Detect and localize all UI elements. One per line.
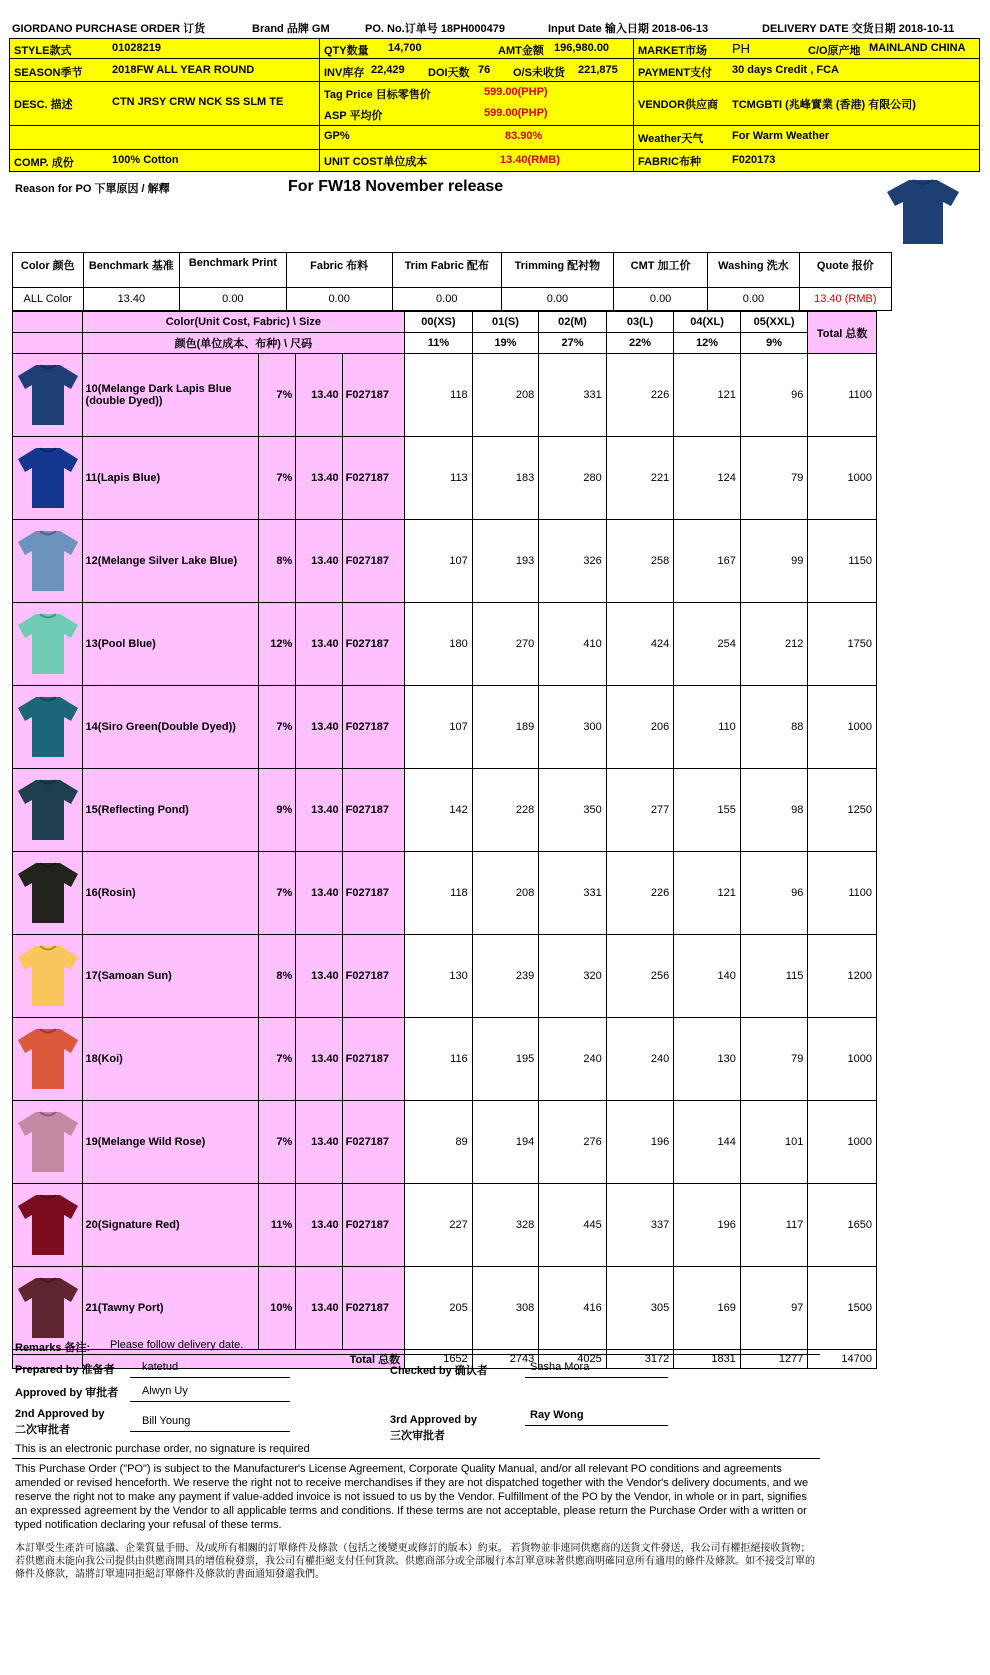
- unit-cost: 13.40: [296, 686, 342, 769]
- row-total: 1200: [808, 935, 877, 1018]
- size-header: 00(XS): [405, 312, 473, 333]
- row-total: 1250: [808, 769, 877, 852]
- tshirt-swatch-icon: [16, 611, 80, 677]
- doi-label: DOI天数: [428, 67, 470, 79]
- po-number: PO. No.订单号 18PH000479: [365, 23, 506, 35]
- size-percent: 27%: [539, 333, 607, 354]
- qty-cell: 240: [606, 1018, 674, 1101]
- market-label: MARKET市场: [638, 45, 708, 57]
- grand-total: 14700: [808, 1350, 877, 1369]
- tshirt-swatch-icon: [16, 362, 80, 428]
- qty-cell: 121: [674, 852, 741, 935]
- qty-cell: 155: [674, 769, 741, 852]
- comp-value: 100% Cotton: [112, 154, 179, 166]
- tshirt-swatch-icon: [16, 943, 80, 1009]
- qty-cell: 208: [472, 354, 539, 437]
- color-percent: 9%: [258, 769, 295, 852]
- qty-cell: 193: [472, 520, 539, 603]
- color-swatch: [13, 1184, 83, 1267]
- approved3-label-cn: 三次审批者: [390, 1430, 445, 1442]
- benchmark-table: [12, 252, 892, 311]
- qty-cell: 196: [606, 1101, 674, 1184]
- color-percent: 7%: [258, 437, 295, 520]
- color-name: 12(Melange Silver Lake Blue): [82, 520, 258, 603]
- color-swatch: [13, 354, 83, 437]
- style-label: STYLE款式: [14, 45, 72, 57]
- season-value: 2018FW ALL YEAR ROUND: [112, 64, 255, 76]
- table-row: [13, 1101, 877, 1184]
- size-header: 03(L): [606, 312, 674, 333]
- size-percent: 9%: [740, 333, 808, 354]
- co-label: C/O原产地: [808, 45, 861, 57]
- table-row: [13, 1184, 877, 1267]
- unit-cost: 13.40: [296, 769, 342, 852]
- style-value: 01028219: [112, 42, 161, 54]
- size-total: 2743: [472, 1350, 539, 1369]
- color-name: 17(Samoan Sun): [82, 935, 258, 1018]
- bench-header: Fabric 布料: [286, 253, 392, 288]
- qty-cell: 277: [606, 769, 674, 852]
- tshirt-swatch-icon: [16, 1026, 80, 1092]
- asp-value: 599.00(PHP): [484, 107, 548, 119]
- qty-cell: 424: [606, 603, 674, 686]
- table-row: [13, 769, 877, 852]
- tshirt-swatch-icon: [16, 1192, 80, 1258]
- fabric-code: F027187: [342, 852, 405, 935]
- tag-price-value: 599.00(PHP): [484, 86, 548, 98]
- size-percent: 11%: [405, 333, 473, 354]
- size-total: 1277: [740, 1350, 808, 1369]
- tshirt-swatch-icon: [16, 1109, 80, 1175]
- qty-cell: 254: [674, 603, 741, 686]
- approved-value: Alwyn Uy: [142, 1385, 188, 1397]
- remarks-value: Please follow delivery date.: [110, 1339, 244, 1351]
- qty-cell: 89: [405, 1101, 473, 1184]
- qty-cell: 337: [606, 1184, 674, 1267]
- qty-cell: 124: [674, 437, 741, 520]
- qty-cell: 305: [606, 1267, 674, 1350]
- color-percent: 11%: [258, 1184, 295, 1267]
- qty-cell: 110: [674, 686, 741, 769]
- unit-cost: 13.40: [296, 935, 342, 1018]
- qty-cell: 96: [740, 852, 808, 935]
- row-total: 1000: [808, 437, 877, 520]
- bench-value: 0.00: [392, 288, 501, 311]
- fabric-code: F027187: [342, 354, 405, 437]
- qty-cell: 107: [405, 520, 473, 603]
- asp-label: ASP 平均价: [324, 110, 383, 122]
- color-swatch: [13, 1018, 83, 1101]
- qty-cell: 445: [539, 1184, 607, 1267]
- unit-cost: 13.40: [296, 603, 342, 686]
- bench-header: Benchmark Print: [180, 253, 286, 288]
- total-header: Total 总数: [808, 312, 877, 354]
- table-row: [13, 686, 877, 769]
- size-total: 1831: [674, 1350, 741, 1369]
- color-swatch: [13, 769, 83, 852]
- checked-value: Sasha Mora: [530, 1361, 590, 1373]
- grid-header-en: Color(Unit Cost, Fabric) \ Size: [82, 312, 405, 333]
- qty-cell: 331: [539, 354, 607, 437]
- payment-label: PAYMENT支付: [638, 67, 712, 79]
- vendor-label: VENDOR供应商: [638, 99, 719, 111]
- color-swatch: [13, 1267, 83, 1350]
- qty-cell: 194: [472, 1101, 539, 1184]
- size-total: 3172: [606, 1350, 674, 1369]
- qty-cell: 195: [472, 1018, 539, 1101]
- row-total: 1100: [808, 852, 877, 935]
- qty-cell: 226: [606, 852, 674, 935]
- unit-cost-value: 13.40(RMB): [500, 154, 560, 166]
- bench-value: 0.00: [614, 288, 708, 311]
- color-swatch: [13, 686, 83, 769]
- qty-cell: 308: [472, 1267, 539, 1350]
- color-percent: 7%: [258, 354, 295, 437]
- bench-header: CMT 加工价: [614, 253, 708, 288]
- color-swatch: [13, 437, 83, 520]
- qty-cell: 221: [606, 437, 674, 520]
- reason-label: Reason for PO 下單原因 / 解釋: [15, 183, 170, 195]
- color-swatch: [13, 603, 83, 686]
- unit-cost: 13.40: [296, 1018, 342, 1101]
- table-row: [13, 852, 877, 935]
- tshirt-swatch-icon: [16, 860, 80, 926]
- row-total: 1100: [808, 354, 877, 437]
- gp-value: 83.90%: [505, 130, 543, 142]
- tag-price-label: Tag Price 目标零售价: [324, 89, 431, 101]
- row-total: 1650: [808, 1184, 877, 1267]
- qty-cell: 116: [405, 1018, 473, 1101]
- color-swatch: [13, 1101, 83, 1184]
- table-row: [13, 520, 877, 603]
- terms-english: This Purchase Order ("PO") is subject to the Manufacturer's License Agreement, Corporate Quality Manual, and/or all relevant PO conditions and agreements amended or revised henceforth. We reserve the right not to receive merchandises if they are not dispatched together with the Vendor's delivery documents, and we reserve the right not to make any payment if value-added invoice is not issued to us by the Vendor. Fulfillment of the PO by the Vendor, in whole or in part, signifies an expressed agreement by the Vendor to all applicable terms and conditions. If these terms are not acceptable, please return the Purchase Order with a written or typed notification declaring your refusal of these terms.: [15, 1463, 809, 1531]
- color-name: 18(Koi): [82, 1018, 258, 1101]
- approved3-label: 3rd Approved by: [390, 1414, 477, 1426]
- qty-cell: 410: [539, 603, 607, 686]
- color-percent: 8%: [258, 935, 295, 1018]
- fabric-code: F027187: [342, 935, 405, 1018]
- qty-cell: 227: [405, 1184, 473, 1267]
- qty-cell: 258: [606, 520, 674, 603]
- table-row: [13, 1267, 877, 1350]
- qty-cell: 130: [405, 935, 473, 1018]
- qty-label: QTY数量: [324, 45, 369, 57]
- fabric-code: F027187: [342, 686, 405, 769]
- fabric-code: F027187: [342, 437, 405, 520]
- qty-cell: 228: [472, 769, 539, 852]
- input-date: Input Date 输入日期 2018-06-13: [548, 23, 709, 35]
- doi-value: 76: [478, 64, 491, 76]
- color-percent: 8%: [258, 520, 295, 603]
- qty-cell: 256: [606, 935, 674, 1018]
- os-label: O/S未收货: [513, 67, 565, 79]
- brand-field: Brand 品牌 GM: [252, 23, 330, 35]
- qty-cell: 270: [472, 603, 539, 686]
- bench-value: 0.00: [708, 288, 799, 311]
- bench-header: Trimming 配衬物: [501, 253, 613, 288]
- qty-cell: 79: [740, 1018, 808, 1101]
- color-name: 20(Signature Red): [82, 1184, 258, 1267]
- qty-cell: 140: [674, 935, 741, 1018]
- size-header: 01(S): [472, 312, 539, 333]
- size-header: 05(XXL): [740, 312, 808, 333]
- qty-cell: 142: [405, 769, 473, 852]
- fabric-code: F027187: [342, 1267, 405, 1350]
- color-name: 14(Siro Green(Double Dyed)): [82, 686, 258, 769]
- gp-label: GP%: [324, 130, 350, 142]
- tshirt-swatch-icon: [16, 1275, 80, 1341]
- qty-cell: 99: [740, 520, 808, 603]
- table-row: [13, 437, 877, 520]
- qty-cell: 88: [740, 686, 808, 769]
- fabric-code: F027187: [342, 1101, 405, 1184]
- qty-cell: 300: [539, 686, 607, 769]
- vendor-value: TCMGBTI (兆峰實業 (香港) 有限公司): [732, 99, 916, 111]
- size-header: 04(XL): [674, 312, 741, 333]
- unit-cost: 13.40: [296, 520, 342, 603]
- tshirt-swatch-icon: [16, 528, 80, 594]
- qty-cell: 101: [740, 1101, 808, 1184]
- qty-cell: 331: [539, 852, 607, 935]
- os-value: 221,875: [578, 64, 618, 76]
- delivery-date: DELIVERY DATE 交货日期 2018-10-11: [762, 23, 955, 35]
- po-title: GIORDANO PURCHASE ORDER 订货: [12, 23, 206, 35]
- qty-cell: 320: [539, 935, 607, 1018]
- qty-cell: 113: [405, 437, 473, 520]
- qty-cell: 183: [472, 437, 539, 520]
- unit-cost: 13.40: [296, 852, 342, 935]
- color-percent: 7%: [258, 1101, 295, 1184]
- bench-value: 0.00: [180, 288, 286, 311]
- weather-label: Weather天气: [638, 133, 704, 145]
- size-percent: 19%: [472, 333, 539, 354]
- fabric-code: F027187: [342, 1184, 405, 1267]
- size-percent: 22%: [606, 333, 674, 354]
- qty-cell: 196: [674, 1184, 741, 1267]
- fabric-label: FABRIC布种: [638, 156, 701, 168]
- qty-cell: 350: [539, 769, 607, 852]
- row-total: 1500: [808, 1267, 877, 1350]
- approved2-value: Bill Young: [142, 1415, 191, 1427]
- tshirt-swatch-icon: [16, 445, 80, 511]
- payment-value: 30 days Credit , FCA: [732, 64, 839, 76]
- size-total: 4025: [539, 1350, 607, 1369]
- color-percent: 10%: [258, 1267, 295, 1350]
- color-percent: 12%: [258, 603, 295, 686]
- color-name: 15(Reflecting Pond): [82, 769, 258, 852]
- qty-cell: 328: [472, 1184, 539, 1267]
- bench-value: 13.40: [83, 288, 180, 311]
- size-percent: 12%: [674, 333, 741, 354]
- qty-cell: 121: [674, 354, 741, 437]
- table-row: [13, 354, 877, 437]
- size-total: 1652: [405, 1350, 473, 1369]
- size-color-grid: [12, 311, 877, 1369]
- table-row: [13, 935, 877, 1018]
- qty-cell: 169: [674, 1267, 741, 1350]
- qty-cell: 117: [740, 1184, 808, 1267]
- row-total: 1000: [808, 1018, 877, 1101]
- color-name: 11(Lapis Blue): [82, 437, 258, 520]
- approved2-label-cn: 二次审批者: [15, 1424, 70, 1436]
- qty-cell: 240: [539, 1018, 607, 1101]
- qty-cell: 107: [405, 686, 473, 769]
- bench-header: Quote 报价: [799, 253, 891, 288]
- desc-value: CTN JRSY CRW NCK SS SLM TE: [112, 96, 284, 108]
- amt-value: 196,980.00: [554, 42, 610, 54]
- unit-cost: 13.40: [296, 1267, 342, 1350]
- fabric-code: F027187: [342, 603, 405, 686]
- color-swatch: [13, 520, 83, 603]
- terms-chinese: 本訂單受生產許可協議、企業質量手冊、及/或所有相關的訂單條件及條款（包括之後變更或修訂的版本）約束。 若貨物並非連同供應商的送貨文件發送，我公司有權拒絕接收貨物；若供應商未能向我公司提供由供應商開具的增值稅發票，我公司有權拒絕支付任何貨款。供應商部分或全部履行本訂單意味著供應商明確同意所有適用的條件及條款。如不接受訂單的條件及條款，請將訂單連同拒絕訂單條件及條款的書面通知發還我們。: [15, 1543, 815, 1580]
- qty-cell: 212: [740, 603, 808, 686]
- tshirt-swatch-icon: [16, 777, 80, 843]
- grid-header-cn: 颜色(单位成本、布种) \ 尺码: [82, 333, 405, 354]
- qty-cell: 416: [539, 1267, 607, 1350]
- qty-cell: 226: [606, 354, 674, 437]
- color-name: 13(Pool Blue): [82, 603, 258, 686]
- qty-cell: 206: [606, 686, 674, 769]
- checked-label: Checked by 确认者: [390, 1365, 488, 1377]
- color-percent: 7%: [258, 686, 295, 769]
- amt-label: AMT金额: [498, 45, 544, 57]
- qty-cell: 189: [472, 686, 539, 769]
- inv-label: INV库存: [324, 67, 365, 79]
- weather-value: For Warm Weather: [732, 130, 830, 142]
- color-swatch: [13, 935, 83, 1018]
- approved-label: Approved by 审批者: [15, 1387, 119, 1399]
- bench-header: Color 颜色: [13, 253, 84, 288]
- reason-value: For FW18 November release: [288, 178, 504, 195]
- row-total: 1000: [808, 686, 877, 769]
- fabric-value: F020173: [732, 154, 776, 166]
- market-value: PH: [732, 41, 751, 56]
- fabric-code: F027187: [342, 769, 405, 852]
- qty-cell: 326: [539, 520, 607, 603]
- fabric-code: F027187: [342, 520, 405, 603]
- product-thumbnail: [885, 176, 961, 246]
- bench-header: Trim Fabric 配布: [392, 253, 501, 288]
- tshirt-swatch-icon: [16, 694, 80, 760]
- total-label: Total 总数: [82, 1350, 405, 1369]
- color-percent: 7%: [258, 852, 295, 935]
- qty-value: 14,700: [388, 42, 422, 54]
- qty-cell: 205: [405, 1267, 473, 1350]
- bench-header: Washing 洗水: [708, 253, 799, 288]
- season-label: SEASON季节: [14, 67, 83, 79]
- color-percent: 7%: [258, 1018, 295, 1101]
- qty-cell: 130: [674, 1018, 741, 1101]
- qty-cell: 98: [740, 769, 808, 852]
- po-info-block: [9, 38, 980, 172]
- size-header: 02(M): [539, 312, 607, 333]
- unit-cost-label: UNIT COST单位成本: [324, 156, 428, 168]
- table-row: [13, 1018, 877, 1101]
- approved3-value: Ray Wong: [530, 1409, 584, 1421]
- color-swatch: [13, 852, 83, 935]
- qty-cell: 208: [472, 852, 539, 935]
- row-total: 1000: [808, 1101, 877, 1184]
- co-value: MAINLAND CHINA: [869, 42, 966, 54]
- prepared-value: katetud: [142, 1361, 179, 1373]
- electronic-note: This is an electronic purchase order, no signature is required: [15, 1443, 310, 1455]
- fabric-code: F027187: [342, 1018, 405, 1101]
- qty-cell: 180: [405, 603, 473, 686]
- color-name: 21(Tawny Port): [82, 1267, 258, 1350]
- bench-value: 0.00: [501, 288, 613, 311]
- qty-cell: 144: [674, 1101, 741, 1184]
- qty-cell: 280: [539, 437, 607, 520]
- qty-cell: 118: [405, 354, 473, 437]
- bench-value: 0.00: [286, 288, 392, 311]
- approved2-label: 2nd Approved by: [15, 1408, 105, 1420]
- color-name: 10(Melange Dark Lapis Blue (double Dyed)): [82, 354, 258, 437]
- row-total: 1150: [808, 520, 877, 603]
- bench-header: Benchmark 基准: [83, 253, 180, 288]
- table-row: [13, 603, 877, 686]
- desc-label: DESC. 描述: [14, 99, 73, 111]
- comp-label: COMP. 成份: [14, 157, 74, 169]
- qty-cell: 97: [740, 1267, 808, 1350]
- bench-value: 13.40 (RMB): [799, 288, 891, 311]
- inv-value: 22,429: [371, 64, 405, 76]
- qty-cell: 276: [539, 1101, 607, 1184]
- row-total: 1750: [808, 603, 877, 686]
- qty-cell: 79: [740, 437, 808, 520]
- prepared-label: Prepared by 准备者: [15, 1364, 115, 1376]
- color-name: 16(Rosin): [82, 852, 258, 935]
- qty-cell: 118: [405, 852, 473, 935]
- qty-cell: 115: [740, 935, 808, 1018]
- qty-cell: 96: [740, 354, 808, 437]
- remarks-label: Remarks 备注:: [15, 1342, 91, 1354]
- unit-cost: 13.40: [296, 354, 342, 437]
- unit-cost: 13.40: [296, 1101, 342, 1184]
- bench-value: ALL Color: [13, 288, 84, 311]
- unit-cost: 13.40: [296, 437, 342, 520]
- qty-cell: 167: [674, 520, 741, 603]
- color-name: 19(Melange Wild Rose): [82, 1101, 258, 1184]
- unit-cost: 13.40: [296, 1184, 342, 1267]
- qty-cell: 239: [472, 935, 539, 1018]
